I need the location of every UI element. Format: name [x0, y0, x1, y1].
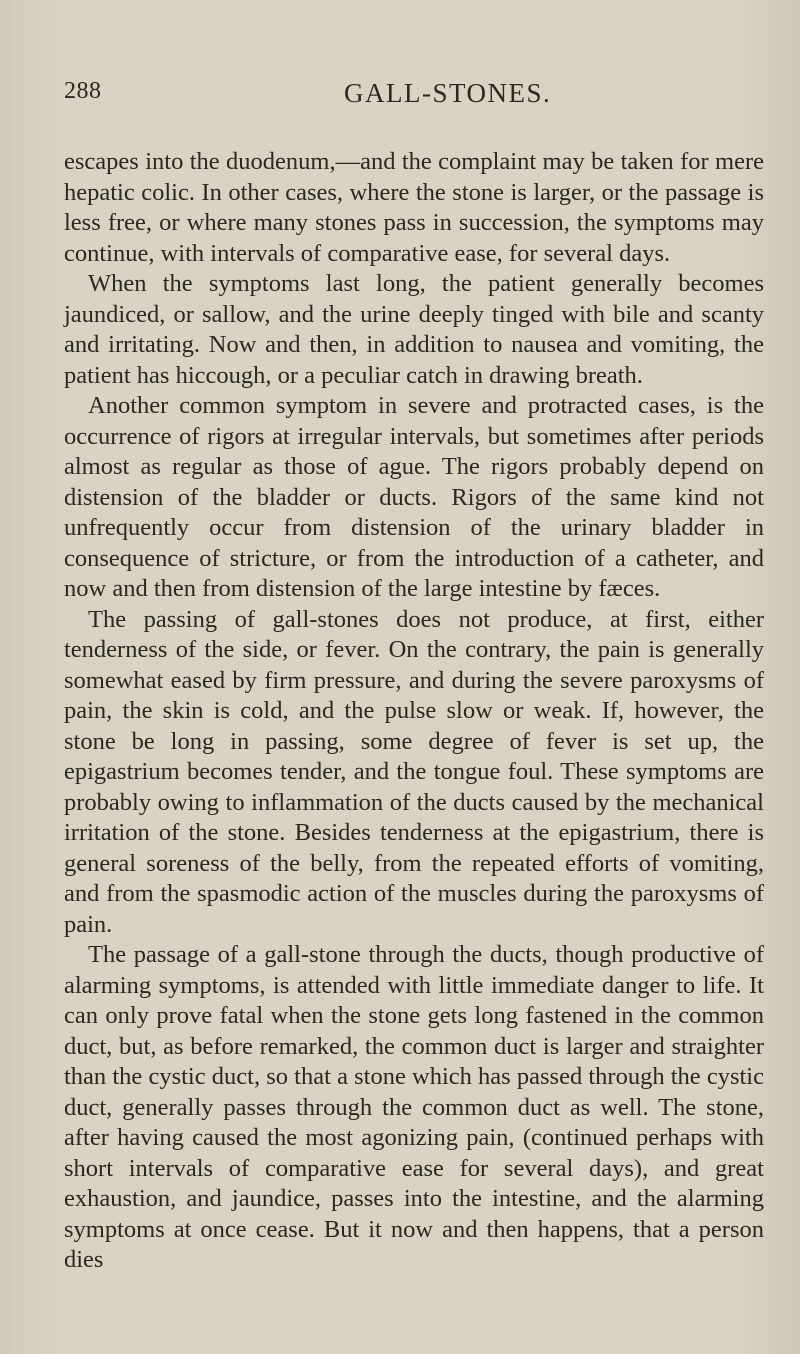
paragraph-rigors: Another common symptom in severe and protracted cases, is the occurrence of rigors at irregular intervals, but sometimes after periods almost as regular as those of ague. The rigors probably depend on distension of the bladder or ducts. Rigors of the same kind not unfrequently occur from distension of the urinary bladder in consequence of stricture, or from the introduction of a catheter, and now and then from distension of the large intestine by fæces.: [64, 392, 764, 602]
body-text: [64, 147, 764, 1276]
paragraph-danger: The passage of a gall-stone through the ducts, though productive of alarming symptoms, is attended with little immediate danger to life. It can only prove fatal when the stone gets long fastened in the common duct, but, as before remarked, the common duct is larger and straighter than the cystic duct, so that a stone which has passed through the cystic duct, generally passes through the common duct as well. The stone, after having caused the most agonizing pain, (continued perhaps with short intervals of comparative ease for several days), and great exhaustion, and jaundice, passes into the intestine, and the alarming symptoms at once cease. But it now and then happens, that a person dies: [64, 941, 764, 1273]
running-title: GALL-STONES.: [344, 78, 552, 108]
page-header: [64, 78, 760, 118]
paragraph-continuation: escapes into the duodenum,—and the complaint may be taken for mere hepatic colic. In other cases, where the stone is larger, or the passage is less free, or where many stones pass in succession, the symptoms may continue, with intervals of comparative ease, for several days.: [64, 148, 764, 267]
paragraph-tenderness: The passing of gall-stones does not produce, at first, either tenderness of the side, or fever. On the contrary, the pain is generally somewhat eased by firm pressure, and during the severe paroxysms of pain, the skin is cold, and the pulse slow or weak. If, however, the stone be long in passing, some degree of fever is set up, the epigastrium becomes tender, and the tongue foul. These symptoms are probably owing to inflammation of the ducts caused by the mechanical irritation of the stone. Besides tenderness at the epigastrium, there is general soreness of the belly, from the repeated efforts of vomiting, and from the spasmodic action of the muscles during the paroxysms of pain.: [64, 605, 764, 938]
paragraph-jaundice: When the symptoms last long, the patient generally becomes jaundiced, or sallow, and the urine deeply tinged with bile and scanty and irritating. Now and then, in addition to nausea and vomiting, the patient has hiccough, or a peculiar catch in drawing breath.: [64, 270, 764, 389]
page-number: 288: [64, 78, 102, 104]
